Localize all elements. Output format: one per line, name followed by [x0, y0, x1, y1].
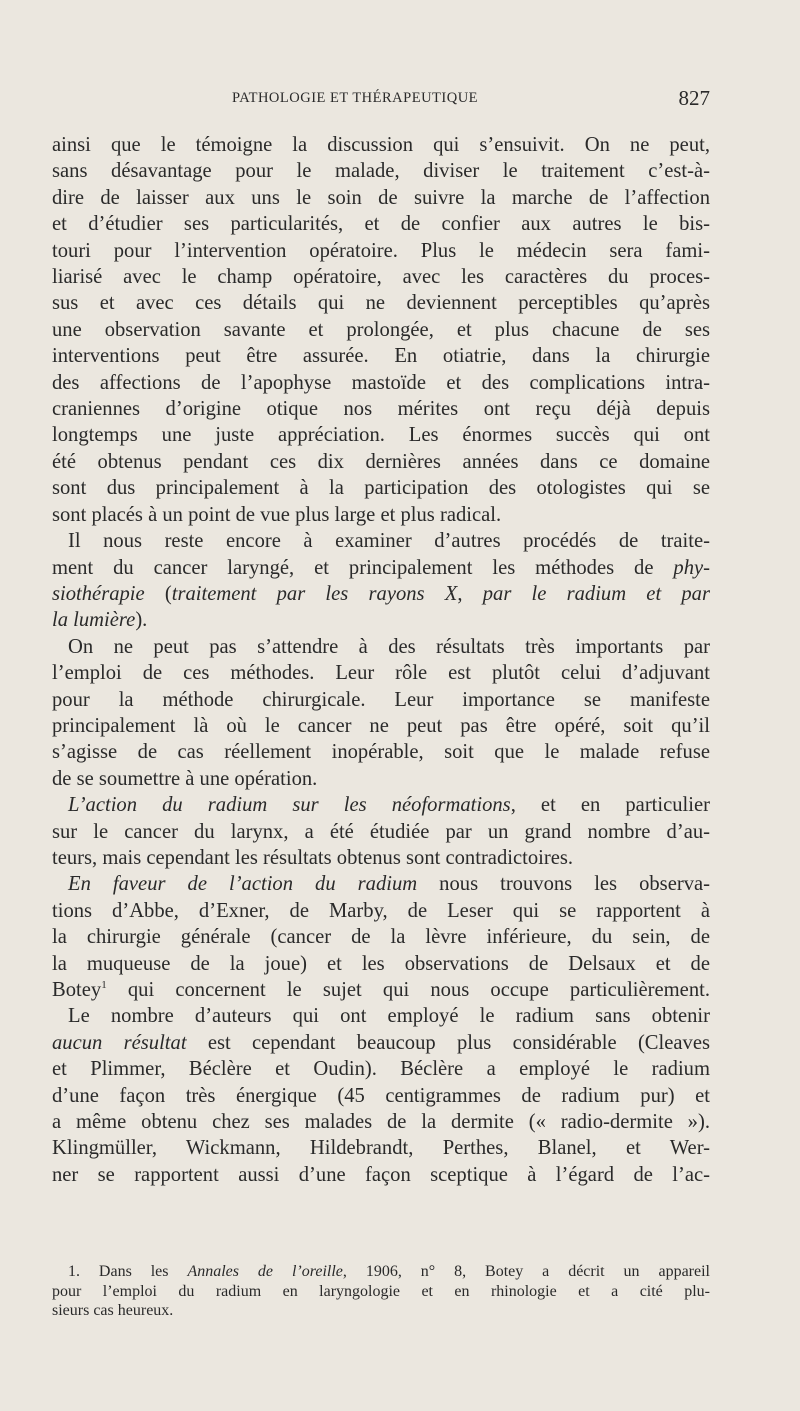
italic-run: traitement par les rayons X — [171, 582, 458, 605]
text-line: craniennes d’origine otique nos mérites ont reçu déjà depuis — [52, 398, 710, 421]
text-line: teurs, mais cependant les résultats obtenus sont contradictoires. — [52, 846, 573, 869]
text-line: sont placés à un point de vue plus large et plus radical. — [52, 503, 502, 526]
text-line: la muqueuse de la joue) et les observations de Delsaux et de — [52, 952, 710, 975]
text-run: est cependant beaucoup plus considérable (Cleaves — [186, 1031, 710, 1054]
italic-run: la lumière — [52, 609, 136, 632]
text-run: nous trouvons les observa- — [417, 873, 710, 896]
text-line: longtemps une juste appréciation. Les énormes succès qui ont — [52, 424, 710, 447]
text-line: interventions peut être assurée. En otiatrie, dans la chirurgie — [52, 345, 710, 368]
running-head: PATHOLOGIE ET THÉRAPEUTIQUE — [232, 90, 479, 106]
italic-run: siothérapie — [52, 582, 145, 605]
text-run: Botey — [52, 979, 102, 1001]
text-run: ment du cancer laryngé, et principalement les méthodes de — [52, 556, 674, 579]
text-line: une observation savante et prolongée, et plus chacune de ses — [52, 318, 710, 341]
text-line: l’emploi de ces méthodes. Leur rôle est plutôt celui d’adjuvant — [52, 662, 710, 685]
text-line: tions d’Abbe, d’Exner, de Marby, de Leser qui se rapportent à — [52, 899, 710, 922]
footnote-line: sieurs cas heureux. — [52, 1302, 174, 1319]
footnote-marker[interactable]: 1 — [101, 979, 107, 992]
text-line: sans désavantage pour le malade, diviser le traitement c’est-à- — [52, 160, 710, 183]
text-run: , — [457, 582, 483, 605]
text-line — [52, 977, 710, 1003]
text-line: sont dus principalement à la participation des otologistes qui se — [52, 477, 710, 500]
text-line — [52, 581, 710, 607]
italic-run: Annales de l’oreille — [187, 1263, 343, 1280]
text-line: Il nous reste encore à examiner d’autres procédés de traite- — [68, 530, 710, 553]
text-run: qui concernent le sujet qui nous occupe particulièrement. — [106, 979, 710, 1001]
footnote-line: pour l’emploi du radium en laryngologie et en rhinologie et a cité plu- — [52, 1282, 710, 1300]
text-line: la chirurgie générale (cancer de la lèvre inférieure, du sein, de — [52, 926, 710, 949]
text-run: ( — [144, 582, 172, 605]
italic-run: En faveur de l’action du radium — [68, 873, 418, 896]
italic-run: phy- — [673, 556, 710, 579]
text-run: ). — [135, 609, 148, 632]
text-line: et d’étudier ses particularités, et de confier aux autres le bis- — [52, 213, 710, 236]
text-line: ner se rapportent aussi d’une façon sceptique à l’égard de l’ac- — [52, 1163, 710, 1186]
text-line: et Plimmer, Béclère et Oudin). Béclère a employé le radium — [52, 1058, 710, 1081]
footnote-number: 1. — [68, 1263, 80, 1280]
text-line: dire de laisser aux uns le soin de suivre la marche de l’affection — [52, 186, 710, 209]
text-line — [52, 1030, 710, 1056]
page-number: 827 — [678, 86, 710, 110]
text-line: s’agisse de cas réellement inopérable, soit que le malade refuse — [52, 741, 710, 764]
text-line — [52, 555, 710, 581]
page-header — [52, 86, 710, 114]
text-line: de se soumettre à une opération. — [52, 767, 318, 790]
text-line: été obtenus pendant ces dix dernières années dans ce domaine — [52, 450, 710, 473]
footnote-line — [52, 1262, 710, 1282]
italic-run: par le radium et par — [482, 582, 710, 605]
text-line: Le nombre d’auteurs qui ont employé le radium sans obtenir — [68, 1005, 710, 1028]
text-line: des affections de l’apophyse mastoïde et des complications intra- — [52, 371, 710, 394]
text-line: sur le cancer du larynx, a été étudiée par un grand nombre d’au- — [52, 820, 710, 843]
text-line: pour la méthode chirurgicale. Leur importance se manifeste — [52, 688, 710, 711]
italic-run: L’action du radium sur les néoformations — [68, 794, 511, 817]
text-line — [52, 792, 710, 818]
text-line — [52, 871, 710, 897]
text-run: , et en particulier — [510, 794, 710, 817]
text-line: principalement là où le cancer ne peut pas être opéré, soit qu’il — [52, 714, 710, 737]
text-line — [52, 607, 710, 633]
italic-run: aucun résultat — [52, 1031, 187, 1054]
footnote — [52, 1262, 710, 1321]
text-line: touri pour l’intervention opératoire. Plus le médecin sera fami- — [52, 239, 710, 262]
text-line: ainsi que le témoigne la discussion qui s’ensuivit. On ne peut, — [52, 134, 710, 156]
text-line: liarisé avec le champ opératoire, avec les caractères du proces- — [52, 266, 710, 289]
text-line: On ne peut pas s’attendre à des résultats très importants par — [68, 635, 710, 658]
body-text — [52, 132, 710, 1188]
text-line: d’une façon très énergique (45 centigrammes de radium pur) et — [52, 1084, 710, 1107]
text-line: sus et avec ces détails qui ne deviennent perceptibles qu’après — [52, 292, 710, 315]
text-line: Klingmüller, Wickmann, Hildebrandt, Perthes, Blanel, et Wer- — [52, 1137, 710, 1160]
text-run: Dans les — [80, 1263, 188, 1280]
text-line: a même obtenu chez ses malades de la dermite (« radio-dermite »). — [52, 1111, 710, 1134]
text-run: , 1906, n° 8, Botey a décrit un appareil — [342, 1263, 710, 1280]
